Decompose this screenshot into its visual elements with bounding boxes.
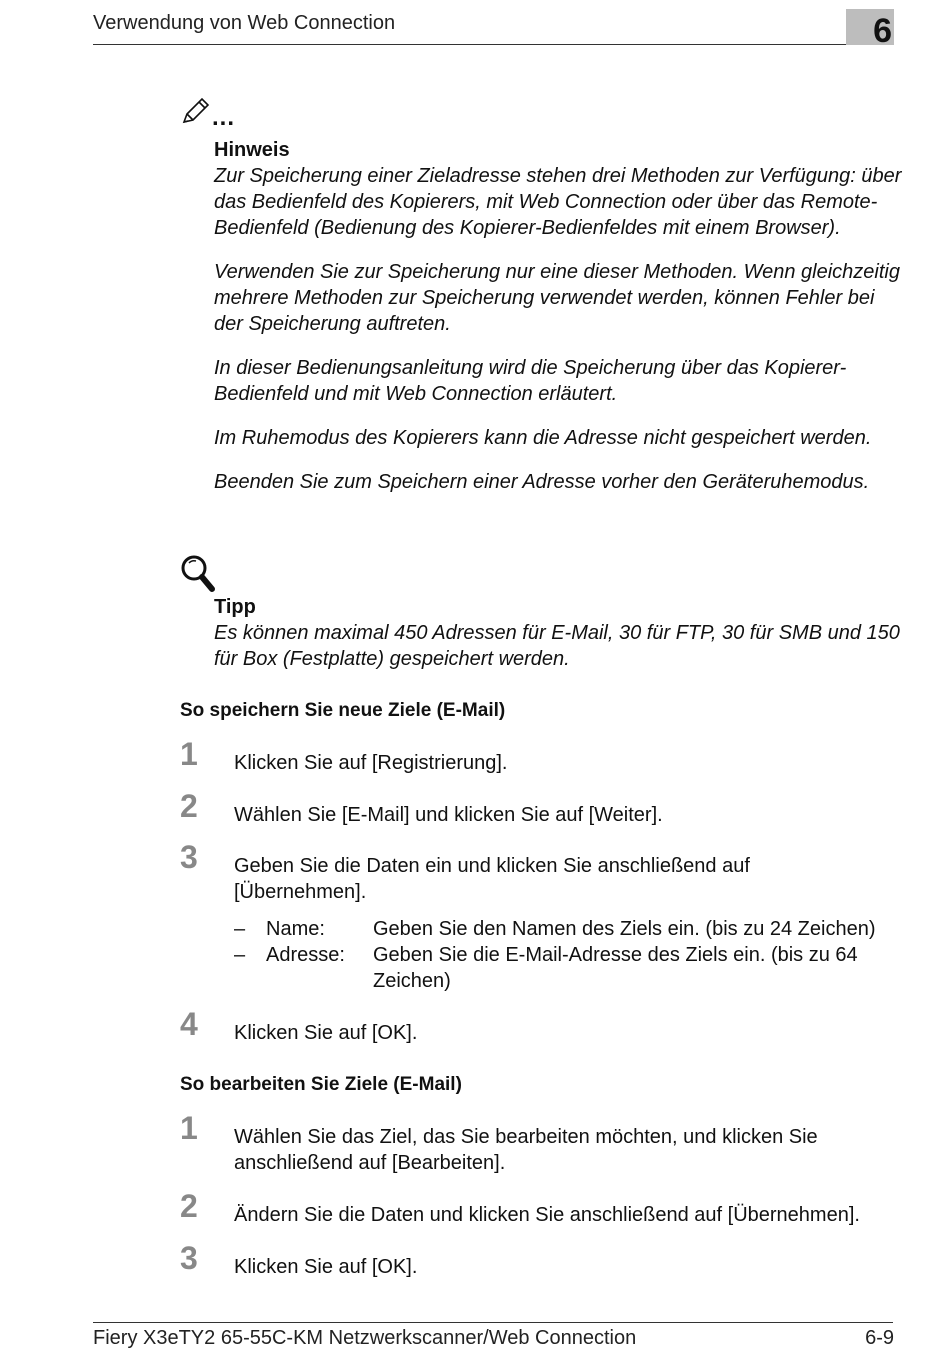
tip-text: Es können maximal 450 Adressen für E-Mail, 30 für FTP, 30 für SMB und 150 für Box (Festplatte) gespeichert werden. [214, 622, 900, 670]
note-paragraph: In dieser Bedienungsanleitung wird die Speicherung über das Kopierer-Bedienfeld und mit Web Connection erläutert. [214, 357, 847, 405]
step-item [180, 1188, 900, 1228]
field-label: Adresse: [266, 944, 345, 966]
field-item-address [234, 942, 914, 992]
footer-divider [93, 1322, 893, 1323]
chapter-tab [846, 9, 894, 50]
step-number: 3 [180, 839, 198, 875]
section-heading-new: So speichern Sie neue Ziele (E-Mail) [180, 700, 506, 721]
step-text: Ändern Sie die Daten und klicken Sie anschließend auf [Übernehmen]. [234, 1204, 860, 1226]
step-number: 2 [180, 788, 198, 824]
note-dots: ... [212, 104, 236, 131]
step-number: 4 [180, 1006, 198, 1042]
step-text: Wählen Sie das Ziel, das Sie bearbeiten möchten, und klicken Sie anschließend auf [Bearbeiten]. [234, 1126, 818, 1174]
note-heading: Hinweis [214, 139, 290, 161]
step-number: 1 [180, 736, 198, 772]
footer-document-title: Fiery X3eTY2 65-55C-KM Netzwerkscanner/Web Connection [93, 1327, 637, 1349]
tip-heading: Tipp [214, 596, 256, 618]
field-list [234, 916, 914, 992]
note-body [214, 163, 904, 513]
field-description: Geben Sie den Namen des Ziels ein. (bis zu 24 Zeichen) [373, 918, 876, 940]
list-dash: – [234, 944, 246, 966]
step-item [180, 788, 900, 828]
list-dash: – [234, 918, 246, 940]
note-paragraph: Beenden Sie zum Speichern einer Adresse vorher den Geräteruhemodus. [214, 471, 870, 493]
field-description: Geben Sie die E-Mail-Adresse des Ziels ein. (bis zu 64 Zeichen) [373, 944, 858, 992]
step-number: 2 [180, 1188, 198, 1224]
section-heading-edit: So bearbeiten Sie Ziele (E-Mail) [180, 1074, 462, 1095]
step-item [180, 1110, 860, 1176]
step-number: 1 [180, 1110, 198, 1146]
step-item [180, 839, 800, 905]
step-number: 3 [180, 1240, 198, 1276]
magnifier-icon [180, 554, 216, 599]
footer-page-number: 6-9 [865, 1327, 894, 1349]
step-item [180, 736, 900, 776]
pencil-note-icon [180, 96, 212, 133]
step-text: Klicken Sie auf [OK]. [234, 1256, 418, 1278]
chapter-number: 6 [873, 12, 892, 50]
note-paragraph: Zur Speicherung einer Zieladresse stehen drei Methoden zur Verfügung: über das Bedienfeld des Kopierers, mit Web Connection oder über das Remote-Bedienfeld (Bedienung des Kopierer-Bedienfeldes mit einem Browser). [214, 165, 902, 239]
field-label: Name: [266, 918, 325, 940]
step-text: Klicken Sie auf [Registrierung]. [234, 752, 508, 774]
step-text: Wählen Sie [E-Mail] und klicken Sie auf [Weiter]. [234, 804, 663, 826]
field-item-name [234, 916, 914, 942]
step-text: Geben Sie die Daten ein und klicken Sie anschließend auf [Übernehmen]. [234, 855, 750, 903]
running-header-title: Verwendung von Web Connection [93, 12, 396, 34]
note-paragraph: Verwenden Sie zur Speicherung nur eine dieser Methoden. Wenn gleichzeitig mehrere Methoden zur Speicherung verwendet werden, können Fehler bei der Speicherung auftreten. [214, 261, 900, 335]
step-item [180, 1006, 900, 1046]
step-text: Klicken Sie auf [OK]. [234, 1022, 418, 1044]
step-item [180, 1240, 900, 1280]
header-divider [93, 44, 893, 45]
note-paragraph: Im Ruhemodus des Kopierers kann die Adresse nicht gespeichert werden. [214, 427, 872, 449]
